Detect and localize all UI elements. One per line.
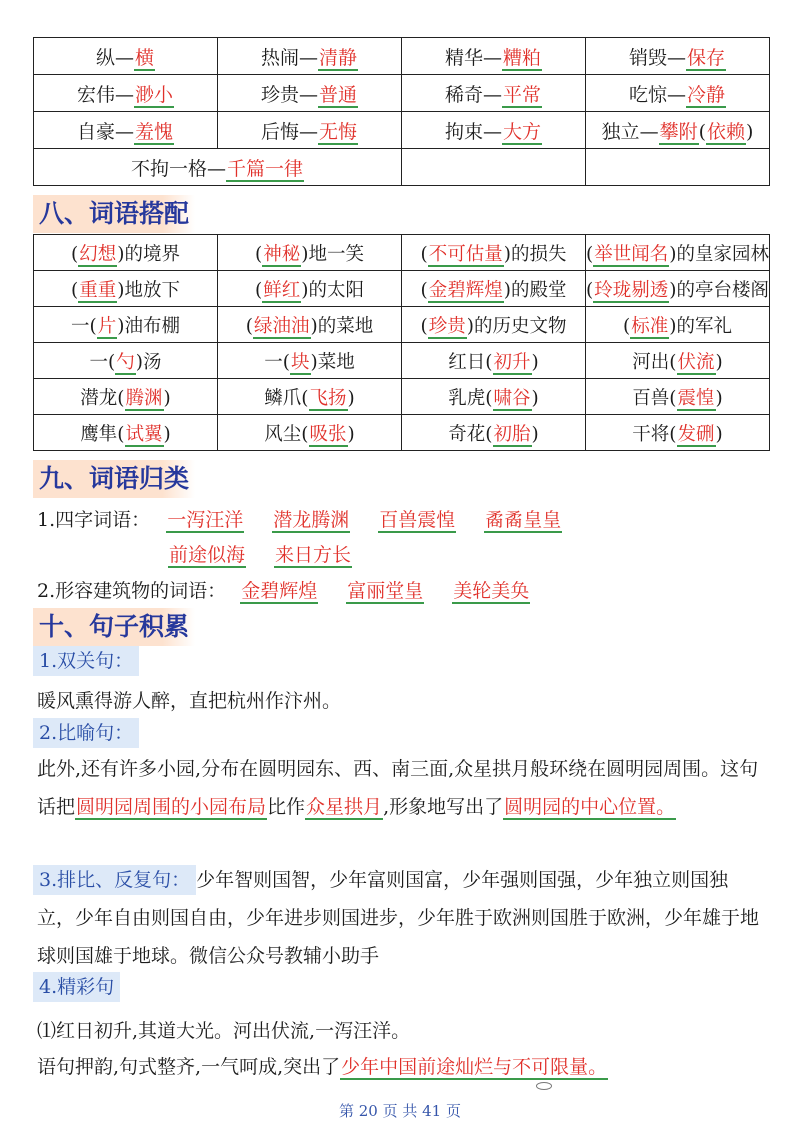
word: 后悔 bbox=[260, 120, 299, 143]
metaphor-sentence-label: 2.比喻句： bbox=[33, 718, 139, 748]
collocation-answer: 勺 bbox=[116, 351, 135, 373]
metaphor-answer-2: 众星拱月 bbox=[306, 796, 383, 818]
antonym-cell: 热闹—清静 bbox=[218, 38, 402, 75]
collocation-answer: 重重 bbox=[79, 279, 117, 301]
page-footer: 第 20 页 共 41 页 bbox=[338, 1102, 461, 1120]
collocation-answer: 腾渊 bbox=[125, 387, 163, 409]
prefix: 红日 bbox=[448, 351, 486, 373]
antonym-cell: 精华—糟粕 bbox=[402, 38, 586, 75]
category-word: 美轮美奂 bbox=[453, 580, 530, 602]
antonym-cell: 吃惊—冷静 bbox=[586, 75, 770, 112]
prefix: 一 bbox=[71, 315, 90, 337]
prefix: 风尘 bbox=[264, 423, 302, 445]
antonym-cell: 宏伟—渺小 bbox=[34, 75, 218, 112]
prefix: 潜龙 bbox=[80, 387, 118, 409]
collocation-answer: 不可估量 bbox=[428, 243, 503, 265]
suffix: 的菜地 bbox=[317, 315, 374, 337]
table-row bbox=[34, 75, 770, 112]
suffix: 的损失 bbox=[510, 243, 567, 265]
table-row bbox=[34, 149, 770, 186]
collocation-cell: (玲珑剔透)的亭台楼阁 bbox=[586, 271, 770, 307]
collocation-cell: (鲜红)的太阳 bbox=[218, 271, 402, 307]
parallelism-text: 少年智则国智，少年富则国富，少年强则国强，少年独立则国独立，少年自由则国自由，少年进步则国进步，少年胜于欧洲则国胜于欧洲，少年雄于地球则国雄于地球。微信公众号教辅小助手 bbox=[37, 869, 760, 967]
prefix: 奇花 bbox=[448, 423, 486, 445]
collocation-answer: 伏流 bbox=[677, 351, 715, 373]
metaphor-text-2: 比作 bbox=[267, 796, 306, 818]
word: 稀奇 bbox=[444, 83, 483, 106]
category-word: 一泻汪洋 bbox=[167, 509, 244, 531]
word: 珍贵 bbox=[260, 83, 299, 106]
collocation-answer: 绿油油 bbox=[253, 315, 310, 337]
collocation-answer: 试翼 bbox=[125, 423, 163, 445]
section-9-title: 九、词语归类 bbox=[33, 460, 195, 498]
antonym-cell: 后悔—无悔 bbox=[218, 112, 402, 149]
antonym-cell: 不拘一格—千篇一律 bbox=[34, 149, 402, 186]
word: 自豪 bbox=[76, 120, 115, 143]
collocation-cell: (标准)的军礼 bbox=[586, 307, 770, 343]
collocation-answer: 幻想 bbox=[79, 243, 117, 265]
suffix: 的皇家园林 bbox=[676, 243, 769, 265]
collocation-answer: 震惶 bbox=[677, 387, 715, 409]
category-word: 矞矞皇皇 bbox=[485, 509, 562, 531]
collocation-cell: (绿油油)的菜地 bbox=[218, 307, 402, 343]
antonym-cell: 稀奇—平常 bbox=[402, 75, 586, 112]
table-row bbox=[34, 415, 770, 451]
collocation-answer: 举世闻名 bbox=[594, 243, 669, 265]
metaphor-text-1: 此外,还有许多小园,分布在圆明园东、西、南三面,众星拱月般环绕在圆明园周围。这句话把 bbox=[37, 758, 759, 818]
table-row bbox=[34, 343, 770, 379]
metaphor-paragraph bbox=[37, 750, 762, 826]
word: 精华 bbox=[444, 46, 483, 69]
collocation-cell: (珍贵)的历史文物 bbox=[402, 307, 586, 343]
collocation-answer: 啸谷 bbox=[493, 387, 531, 409]
table-row bbox=[34, 112, 770, 149]
collocation-answer: 块 bbox=[290, 351, 310, 373]
word: 宏伟 bbox=[76, 83, 115, 106]
collocation-answer: 片 bbox=[97, 315, 117, 337]
antonym-cell: 自豪—羞愧 bbox=[34, 112, 218, 149]
category-word: 潜龙腾渊 bbox=[273, 509, 350, 531]
category-word: 金碧辉煌 bbox=[241, 580, 318, 602]
suffix: 的军礼 bbox=[676, 315, 732, 337]
table-row bbox=[34, 271, 770, 307]
word: 销毁 bbox=[628, 46, 667, 69]
table-row bbox=[34, 235, 770, 271]
section-8-title: 八、词语搭配 bbox=[33, 195, 195, 233]
antonym-answer: 羞愧 bbox=[135, 120, 174, 143]
collocation-answer: 飞扬 bbox=[309, 387, 347, 409]
antonym-answer: 普通 bbox=[319, 83, 358, 106]
collocation-answer: 吸张 bbox=[309, 423, 347, 445]
collocation-answer: 标准 bbox=[631, 315, 669, 337]
metaphor-answer-3: 圆明园的中心位置。 bbox=[504, 796, 676, 818]
category-word: 百兽震惶 bbox=[379, 509, 456, 531]
four-char-words-line-2 bbox=[168, 540, 380, 567]
collocation-answer: 初升 bbox=[493, 351, 531, 373]
category-word: 富丽堂皇 bbox=[347, 580, 424, 602]
collocation-cell: 潜龙(腾渊) bbox=[34, 379, 218, 415]
prefix: 鹰隼 bbox=[80, 423, 118, 445]
prefix: 一 bbox=[89, 351, 109, 373]
parallelism-paragraph bbox=[37, 861, 762, 975]
antonym-answer: 横 bbox=[135, 46, 155, 69]
prefix: 鳞爪 bbox=[264, 387, 302, 409]
antonym-cell: 独立—攀附(依赖) bbox=[586, 112, 770, 149]
collocation-answer: 金碧辉煌 bbox=[428, 279, 503, 301]
suffix: 菜地 bbox=[317, 351, 355, 373]
antonym-cell: 拘束—大方 bbox=[402, 112, 586, 149]
word: 不拘一格 bbox=[130, 157, 207, 180]
wonderful-sentence-label: 4.精彩句 bbox=[33, 972, 120, 1002]
wonderful-sentence-2-text: 语句押韵,句式整齐,一气呵成,突出了 bbox=[37, 1056, 341, 1078]
section-10-title: 十、句子积累 bbox=[33, 608, 195, 646]
collocation-cell: 风尘(吸张) bbox=[218, 415, 402, 451]
suffix: 汤 bbox=[142, 351, 162, 373]
empty-cell bbox=[586, 149, 770, 186]
collocation-answer: 发硎 bbox=[677, 423, 715, 445]
suffix: 的历史文物 bbox=[473, 315, 567, 337]
prefix: 乳虎 bbox=[448, 387, 486, 409]
table-row bbox=[34, 307, 770, 343]
collocation-cell: (重重)地放下 bbox=[34, 271, 218, 307]
antonym-answer: 渺小 bbox=[135, 83, 174, 106]
collocation-cell: 红日(初升) bbox=[402, 343, 586, 379]
building-words-label: 2.形容建筑物的词语： bbox=[37, 580, 227, 602]
word: 纵 bbox=[95, 46, 115, 69]
word: 吃惊 bbox=[628, 83, 667, 106]
collocation-cell: 干将(发硎) bbox=[586, 415, 770, 451]
collocation-answer: 珍贵 bbox=[428, 315, 466, 337]
table-row bbox=[34, 38, 770, 75]
collocation-cell: 一(块)菜地 bbox=[218, 343, 402, 379]
metaphor-text-3: ,形象地写出了 bbox=[383, 796, 504, 818]
antonym-answer: 保存 bbox=[687, 46, 726, 69]
collocation-cell: 奇花(初胎) bbox=[402, 415, 586, 451]
four-char-words-line bbox=[37, 505, 590, 532]
word: 热闹 bbox=[260, 46, 299, 69]
antonym-cell: 销毁—保存 bbox=[586, 38, 770, 75]
antonym-answer: 攀附 bbox=[659, 120, 698, 143]
pun-sentence-label: 1.双关句： bbox=[33, 646, 139, 676]
suffix: 的亭台楼阁 bbox=[676, 279, 769, 301]
antonym-answer: 糟粕 bbox=[503, 46, 542, 69]
collocation-answer: 初胎 bbox=[493, 423, 531, 445]
suffix: 的殿堂 bbox=[510, 279, 567, 301]
category-word: 来日方长 bbox=[275, 544, 352, 566]
pen-scribble bbox=[536, 1082, 552, 1090]
collocation-cell: (神秘)地一笑 bbox=[218, 235, 402, 271]
empty-cell bbox=[402, 149, 586, 186]
collocation-cell: 鹰隼(试翼) bbox=[34, 415, 218, 451]
prefix: 百兽 bbox=[632, 387, 670, 409]
table-row bbox=[34, 379, 770, 415]
suffix: 的太阳 bbox=[308, 279, 364, 301]
prefix: 一 bbox=[264, 351, 283, 373]
category-word: 前途似海 bbox=[169, 544, 246, 566]
antonym-answer: 大方 bbox=[503, 120, 542, 143]
antonym-answer: 清静 bbox=[319, 46, 358, 69]
antonym-answer: 无悔 bbox=[319, 120, 358, 143]
collocation-cell: (举世闻名)的皇家园林 bbox=[586, 235, 770, 271]
collocation-cell: (金碧辉煌)的殿堂 bbox=[402, 271, 586, 307]
collocation-cell: 一(片)油布棚 bbox=[34, 307, 218, 343]
parallelism-label: 3.排比、反复句： bbox=[33, 865, 196, 895]
wonderful-sentence-1: ⑴红日初升,其道大光。河出伏流,一泻汪洋。 bbox=[37, 1020, 411, 1042]
four-char-label: 1.四字词语： bbox=[37, 509, 151, 531]
collocation-cell: (幻想)的境界 bbox=[34, 235, 218, 271]
collocation-answer: 鲜红 bbox=[263, 279, 301, 301]
collocation-answer: 玲珑剔透 bbox=[594, 279, 669, 301]
antonym-cell: 纵—横 bbox=[34, 38, 218, 75]
suffix: 地放下 bbox=[124, 279, 180, 301]
prefix: 河出 bbox=[632, 351, 670, 373]
wonderful-sentence-2 bbox=[37, 1052, 608, 1079]
collocation-cell: 乳虎(啸谷) bbox=[402, 379, 586, 415]
antonym-answer: 千篇一律 bbox=[227, 157, 304, 180]
antonym-answer-2: 依赖 bbox=[707, 120, 746, 143]
antonym-cell: 珍贵—普通 bbox=[218, 75, 402, 112]
metaphor-answer-1: 圆明园周围的小园布局 bbox=[76, 796, 267, 818]
suffix: 地一笑 bbox=[308, 243, 364, 265]
antonym-answer: 冷静 bbox=[687, 83, 726, 106]
word: 拘束 bbox=[444, 120, 483, 143]
collocation-cell: 河出(伏流) bbox=[586, 343, 770, 379]
collocation-cell: 一(勺)汤 bbox=[34, 343, 218, 379]
suffix: 的境界 bbox=[124, 243, 180, 265]
building-words-line bbox=[37, 576, 558, 603]
pun-sentence-text: 暖风熏得游人醉，直把杭州作汴州。 bbox=[37, 690, 342, 712]
wonderful-sentence-2-answer: 少年中国前途灿烂与不可限量。 bbox=[341, 1056, 608, 1078]
collocation-answer: 神秘 bbox=[263, 243, 301, 265]
prefix: 干将 bbox=[632, 423, 670, 445]
antonym-answer: 平常 bbox=[503, 83, 542, 106]
collocation-table bbox=[33, 234, 770, 451]
collocation-cell: (不可估量)的损失 bbox=[402, 235, 586, 271]
word: 独立 bbox=[601, 120, 640, 143]
antonym-table bbox=[33, 37, 770, 186]
collocation-cell: 鳞爪(飞扬) bbox=[218, 379, 402, 415]
collocation-cell: 百兽(震惶) bbox=[586, 379, 770, 415]
suffix: 油布棚 bbox=[124, 315, 180, 337]
